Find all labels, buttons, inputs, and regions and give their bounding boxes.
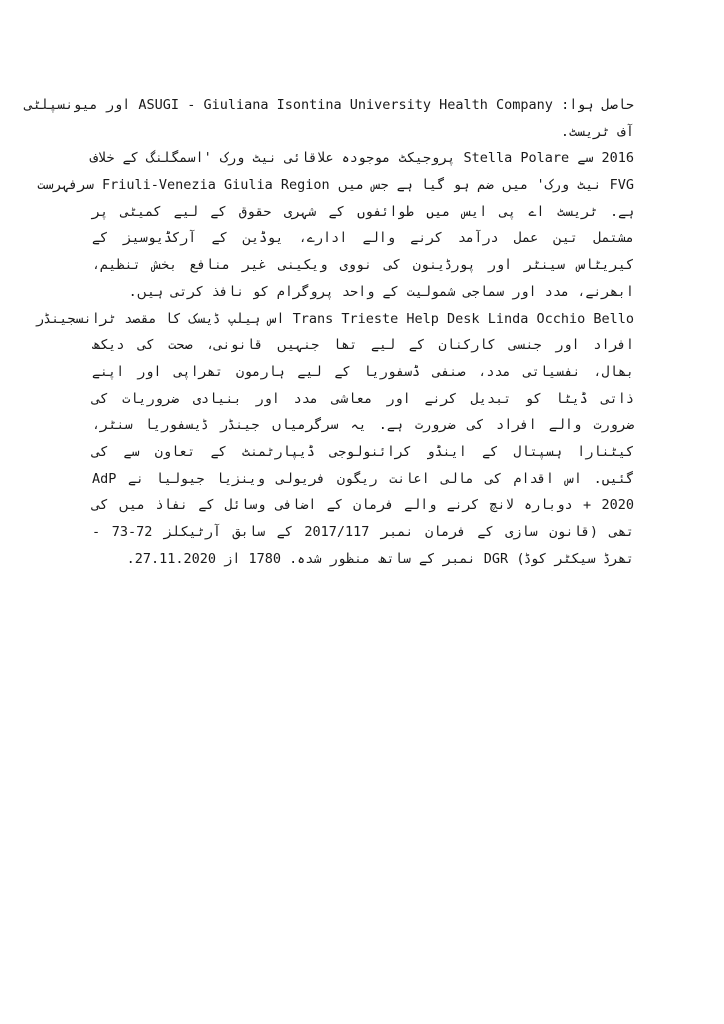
text-line: ہے. ٹریسٹ اے پی ایس میں طوائفوں کے شہری حقوق کے لیے کمیٹی پر xyxy=(92,203,634,220)
text-line: کیٹنارا ہسپتال کے اینڈو کرائنولوجی ڈیپارٹمنٹ کے تعاون سے کی xyxy=(92,443,634,460)
text-line: حاصل ہوا: ASUGI - Giuliana Isontina University Health Company اور میونسپلٹی xyxy=(24,97,634,113)
text-line: 2020 + دوبارہ لانچ کرنے والے فرمان کے اضافی وسائل کے نفاذ میں کی xyxy=(92,497,634,514)
text-line: بھال، نفسیاتی مدد، صنفی ڈسفوریا کے لیے ہارمون تھراپی اور اپنے xyxy=(92,363,634,380)
text-line: گئیں. اس اقدام کی مالی اعانت ریگون فریولی وینزیا جیولیا نے AdP xyxy=(92,470,634,487)
text-line: Trans Trieste Help Desk Linda Occhio Bello اس ہیلپ ڈیسک کا مقصد ٹرانسجینڈر xyxy=(35,310,634,327)
body-paragraph xyxy=(24,92,634,572)
text-line: مشتمل تین عمل درآمد کرنے والے ادارے، یوڈین کے آرکڈیوسیز کے xyxy=(92,230,634,247)
text-line: ابھرنے، مدد اور سماجی شمولیت کے واحد پروگرام کو نافذ کرتی ہیں. xyxy=(128,283,634,300)
text-line: ذاتی ڈیٹا کو تبدیل کرنے اور معاشی مدد اور بنیادی ضروریات کی xyxy=(92,390,634,407)
text-line: 2016 سے Stella Polare پروجیکٹ موجودہ علاقائی نیٹ ورک 'اسمگلنگ کے خلاف xyxy=(90,150,634,167)
text-line: افراد اور جنسی کارکنان کے لیے تھا جنہیں قانونی، صحت کی دیکھ xyxy=(92,337,634,354)
text-line: ضرورت والے افراد کی ضرورت ہے. یہ سرگرمیاں جینڈر ڈیسفوریا سنٹر، xyxy=(92,417,634,434)
text-line: تھی (قانون سازی کے فرمان نمبر 2017/117 کے سابق آرٹیکلز 72-73 - xyxy=(92,524,634,540)
text-line: FVG نیٹ ورک' میں ضم ہو گیا ہے جس میں Friuli-Venezia Giulia Region سرفہرست xyxy=(37,177,634,194)
text-line: آف ٹریسٹ. xyxy=(560,123,634,140)
text-line: تھرڈ سیکٹر کوڈ) DGR نمبر کے ساتھ منظور شدہ. 1780 از 27.11.2020. xyxy=(126,550,634,567)
text-line: کیریٹاس سینٹر اور پورڈینون کی نووی ویکینی غیر منافع بخش تنظیم، xyxy=(92,257,634,274)
